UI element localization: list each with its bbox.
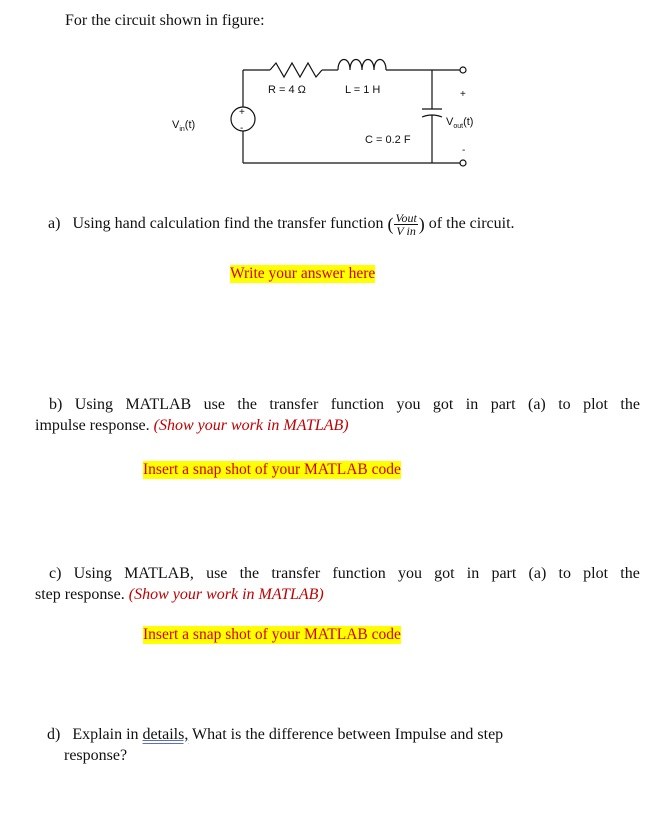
question-b (35, 394, 640, 436)
vout-plus: + (460, 89, 466, 100)
answer-b-placeholder[interactable]: Insert a snap shot of your MATLAB code (143, 461, 401, 478)
question-a: a) Using hand calculation find the transfer function ( $\frac{\text{Vout}}{\text{V in}}$ ) of the circuit. (48, 211, 515, 238)
source-minus: - (240, 123, 244, 134)
vout-minus: - (462, 145, 466, 156)
answer-c-placeholder[interactable]: Insert a snap shot of your MATLAB code (143, 626, 401, 643)
question-a-tail: of the circuit. (428, 215, 515, 233)
resistor (270, 63, 322, 77)
intro-text: For the circuit shown in figure: (65, 12, 265, 29)
question-c-hint: (Show your work in MATLAB) (128, 586, 324, 603)
question-b-line2: impulse response. (Show your work in MATLAB) (35, 417, 349, 434)
capacitor-label: C = 0.2 F (365, 134, 411, 146)
inductor (338, 60, 386, 71)
question-d-line1: d) Explain in details, What is the difference between Impulse and step (47, 726, 504, 743)
vin-label: $V_{in}(t)$ (172, 119, 196, 133)
transfer-function-fraction: $\frac{\text{Vout}}{\text{V in}}$ (395, 211, 417, 238)
question-b-hint: (Show your work in MATLAB) (153, 417, 349, 434)
circuit-diagram (160, 45, 490, 175)
inductor-label: L = 1 H (345, 84, 381, 96)
question-d (47, 724, 607, 766)
output-terminal-top (460, 67, 466, 73)
answer-a-placeholder[interactable]: Write your answer here (230, 265, 376, 282)
vout-label: $V_{out}(t)$ (446, 116, 474, 130)
question-a-text: Using hand calculation find the transfer function (72, 215, 384, 233)
question-c (35, 563, 640, 605)
question-c-line1: c) Using MATLAB, use the transfer function you got in part (a) to plot the (49, 565, 640, 582)
question-b-line1: b) Using MATLAB use the transfer function you got in part (a) to plot the (49, 396, 640, 413)
question-d-line2: response? (64, 747, 128, 764)
source-plus: + (239, 107, 245, 118)
resistor-label: R = 4 Ω (268, 84, 306, 96)
question-c-line2: step response. (Show your work in MATLAB) (35, 586, 324, 603)
question-a-marker: a) (48, 215, 61, 233)
spellcheck-underlined-word: details, (142, 726, 189, 743)
output-terminal-bottom (460, 160, 466, 166)
